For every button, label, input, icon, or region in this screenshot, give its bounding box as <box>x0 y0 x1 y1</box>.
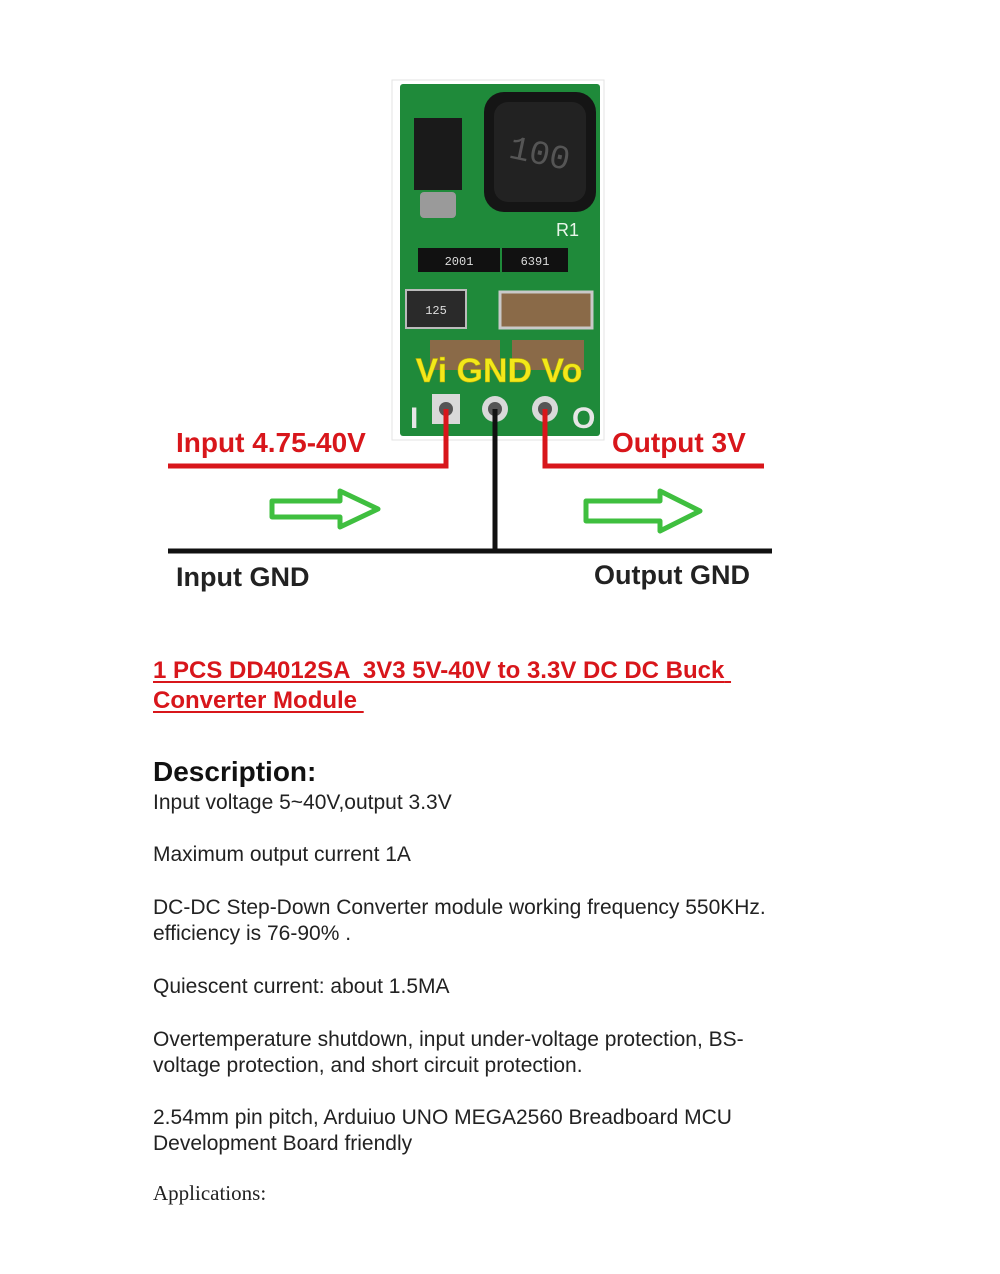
svg-text:125: 125 <box>425 304 447 318</box>
svg-text:2001: 2001 <box>444 255 474 269</box>
pin-input-mark: I <box>410 402 419 435</box>
applications-label: Applications: <box>153 1181 267 1205</box>
spec-protection: Overtemperature shutdown, input under-voltage protection, BS-voltage protection, and short circuit protection. <box>153 1028 744 1077</box>
inductor <box>484 92 596 212</box>
ceramic-capacitor <box>500 292 592 328</box>
spec-frequency-efficiency: DC-DC Step-Down Converter module working frequency 550KHz. efficiency is 76-90% . <box>153 896 766 945</box>
wiring-diagram <box>0 0 1000 620</box>
spec-pin-pitch: 2.54mm pin pitch, Arduiuo UNO MEGA2560 Breadboard MCU Development Board friendly <box>153 1106 732 1155</box>
input-gnd-label: Input GND <box>176 562 310 592</box>
description-heading: Description: <box>153 756 317 787</box>
spec-input-voltage: Input voltage 5~40V,output 3.3V <box>153 791 452 814</box>
svg-text:6391: 6391 <box>520 255 550 269</box>
output-gnd-label: Output GND <box>594 560 750 590</box>
input-flow-arrow-icon <box>272 491 378 527</box>
input-voltage-label: Input 4.75-40V <box>176 427 366 458</box>
resistor-label: R1 <box>556 220 580 240</box>
inductor-marking: 100 <box>505 130 574 181</box>
spec-quiescent-current: Quiescent current: about 1.5MA <box>153 975 450 998</box>
pin-labels: Vi GND Vo <box>415 352 583 390</box>
spec-output-current: Maximum output current 1A <box>153 843 411 866</box>
regulator-chip <box>414 118 462 190</box>
output-flow-arrow-icon <box>586 491 700 531</box>
product-title-link[interactable]: 1 PCS DD4012SA 3V3 5V-40V to 3.3V DC DC Buck Converter Module <box>153 657 732 714</box>
output-voltage-label: Output 3V <box>612 427 746 458</box>
pcb-module <box>392 80 604 440</box>
pin-output-mark: O <box>572 402 596 435</box>
